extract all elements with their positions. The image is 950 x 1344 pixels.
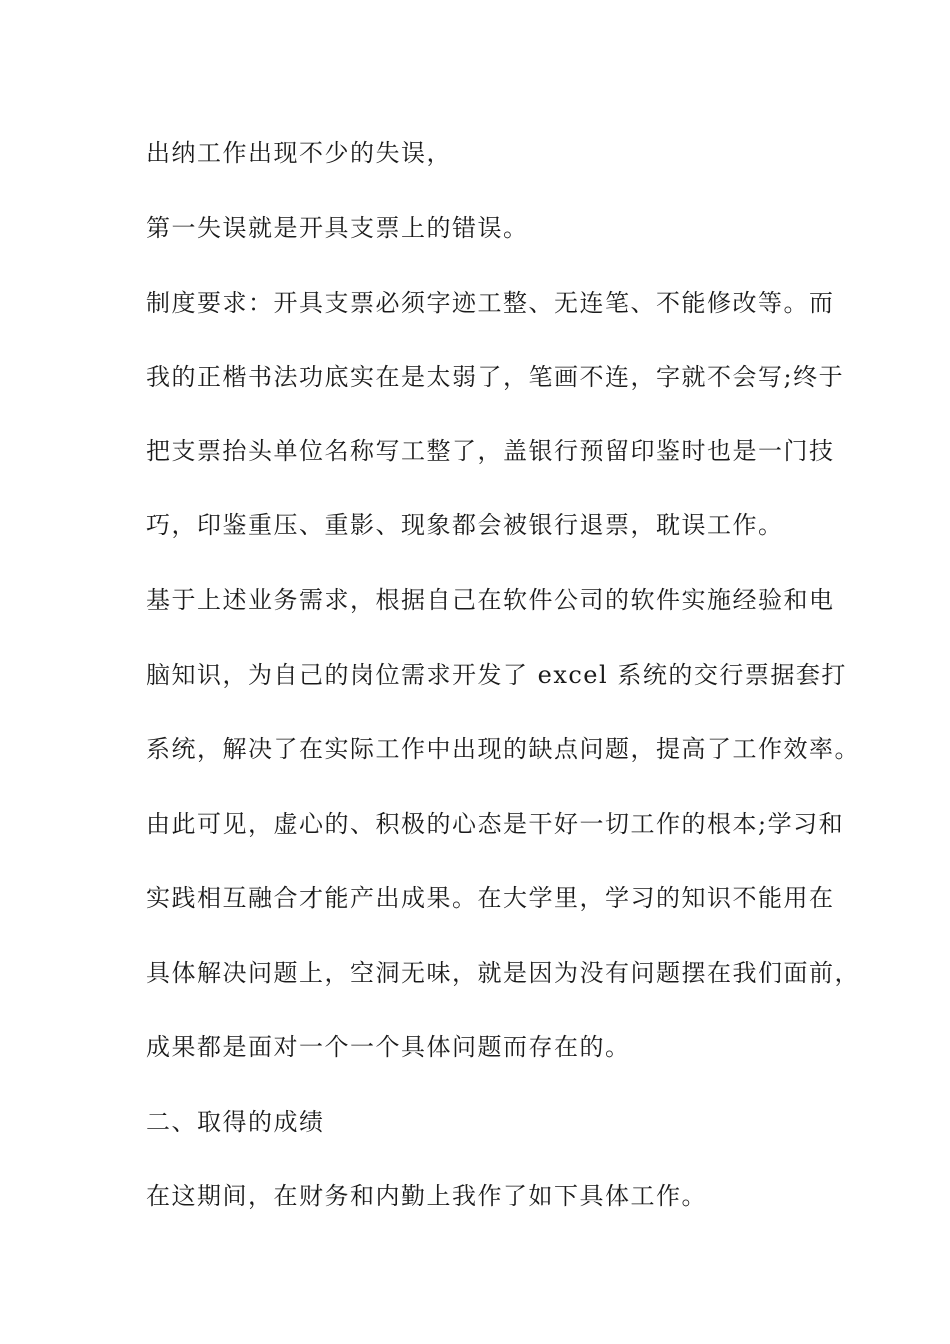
paragraph-line: 在这期间，在财务和内勤上我作了如下具体工作。 [146,1182,707,1210]
paragraph-line: 出纳工作出现不少的失误， [146,139,452,167]
paragraph-line: 成果都是面对一个一个具体问题而存在的。 [146,1033,631,1061]
paragraph-line: 实践相互融合才能产出成果。在大学里，学习的知识不能用在 [146,884,835,912]
paragraph-line: 系统，解决了在实际工作中出现的缺点问题，提高了工作效率。 [146,735,860,763]
paragraph-line: 巧，印鉴重压、重影、现象都会被银行退票，耽误工作。 [146,511,784,539]
paragraph-line: 制度要求：开具支票必须字迹工整、无连笔、不能修改等。而 [146,289,835,317]
paragraph-line: 由此可见，虚心的、积极的心态是干好一切工作的根本;学习和 [146,810,845,838]
paragraph-line: 脑知识，为自己的岗位需求开发了 excel 系统的交行票据套打 [146,661,847,689]
paragraph-line: 把支票抬头单位名称写工整了，盖银行预留印鉴时也是一门技 [146,437,835,465]
paragraph-line: 我的正楷书法功底实在是太弱了，笔画不连，字就不会写;终于 [146,363,845,391]
paragraph-line: 具体解决问题上，空洞无味，就是因为没有问题摆在我们面前， [146,959,860,987]
paragraph-line: 基于上述业务需求，根据自己在软件公司的软件实施经验和电 [146,586,835,614]
section-heading: 二、取得的成绩 [146,1108,325,1136]
paragraph-line: 第一失误就是开具支票上的错误。 [146,214,529,242]
